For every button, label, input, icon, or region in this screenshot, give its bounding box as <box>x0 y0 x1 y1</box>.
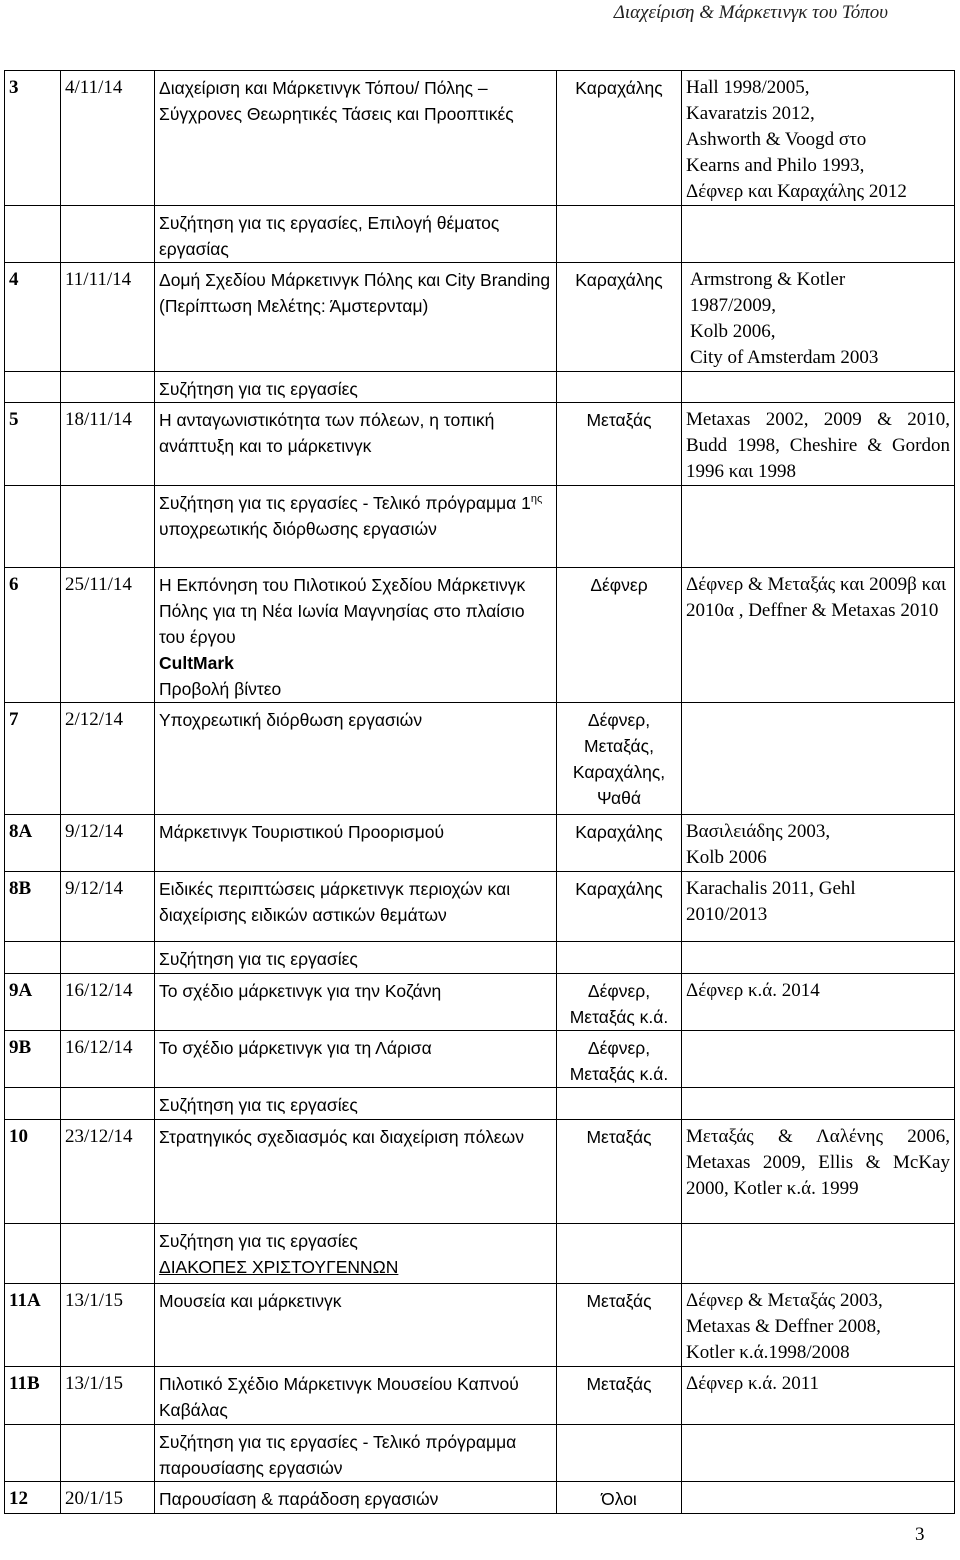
topic-line: Δομή Σχεδίου Μάρκετινγκ Πόλης και City Branding <box>159 270 551 290</box>
instructor: Μεταξάς <box>557 403 682 486</box>
session-date: 4/11/14 <box>61 71 155 206</box>
discussion-row <box>5 1224 955 1284</box>
session-topic: Μάρκετινγκ Τουριστικού Προορισμού <box>155 815 557 872</box>
session-topic: Το σχέδιο μάρκετινγκ για τη Λάρισα <box>155 1031 557 1088</box>
week-number: 12 <box>5 1482 61 1514</box>
table-row <box>5 263 955 372</box>
session-topic: Μουσεία και μάρκετινγκ <box>155 1284 557 1367</box>
instructor: Καραχάλης <box>557 872 682 942</box>
week-number: 5 <box>5 403 61 486</box>
session-date: 11/11/14 <box>61 263 155 372</box>
session-topic <box>155 263 557 372</box>
instructor: Όλοι <box>557 1482 682 1514</box>
references: Metaxas 2002, 2009 & 2010, Budd 1998, Cheshire & Gordon 1996 και 1998 <box>682 403 955 486</box>
holiday-notice: ΔΙΑΚΟΠΕΣ ΧΡΙΣΤΟΥΓΕΝΝΩΝ <box>159 1257 399 1277</box>
reference-line: 1987/2009, <box>690 295 777 316</box>
references: Karachalis 2011, Gehl 2010/2013 <box>682 872 955 942</box>
instructor: Δέφνερ <box>557 568 682 703</box>
discussion-topic: Συζήτηση για τις εργασίες, Επιλογή θέματος εργασίας <box>155 206 557 263</box>
discussion-topic: Συζήτηση για τις εργασίες <box>155 942 557 974</box>
table-row <box>5 974 955 1031</box>
week-number: 10 <box>5 1120 61 1224</box>
video-screening: Προβολή βίντεο <box>159 679 282 699</box>
session-topic: Παρουσίαση & παράδοση εργασιών <box>155 1482 557 1514</box>
discussion-row <box>5 372 955 403</box>
reference-line: Δέφνερ και Καραχάλης 2012 <box>686 181 907 202</box>
references: Μεταξάς & Λαλένης 2006, Metaxas 2009, Ellis & McKay 2000, Kotler κ.ά. 1999 <box>682 1120 955 1224</box>
topic-line: (Περίπτωση Μελέτης: Άμστερνταμ) <box>159 296 429 316</box>
discussion-topic: Συζήτηση για τις εργασίες - Τελικό πρόγραμμα παρουσίασης εργασιών <box>155 1425 557 1482</box>
reference-line: City of Amsterdam 2003 <box>690 347 879 368</box>
references: Δέφνερ κ.ά. 2011 <box>682 1367 955 1425</box>
session-topic: Το σχέδιο μάρκετινγκ για την Κοζάνη <box>155 974 557 1031</box>
references <box>682 71 955 206</box>
table-row <box>5 1284 955 1367</box>
page-number: 3 <box>915 1524 925 1545</box>
instructor: Μεταξάς <box>557 1284 682 1367</box>
session-topic: Διαχείριση και Μάρκετινγκ Τόπου/ Πόλης – Σύγχρονες Θεωρητικές Τάσεις και Προοπτικές <box>155 71 557 206</box>
discussion-topic: Συζήτηση για τις εργασίες ΔΙΑΚΟΠΕΣ ΧΡΙΣΤΟΥΓΕΝΝΩΝ <box>155 1224 557 1284</box>
discussion-row <box>5 1425 955 1482</box>
week-number: 9Α <box>5 974 61 1031</box>
session-date: 18/11/14 <box>61 403 155 486</box>
session-topic: Η ανταγωνιστικότητα των πόλεων, η τοπική ανάπτυξη και το μάρκετινγκ <box>155 403 557 486</box>
session-date: 20/1/15 <box>61 1482 155 1514</box>
week-number: 11Α <box>5 1284 61 1367</box>
week-number: 4 <box>5 263 61 372</box>
instructor: Μεταξάς <box>557 1367 682 1425</box>
discussion-topic: Συζήτηση για τις εργασίες <box>155 1088 557 1120</box>
session-topic: Η Εκπόνηση του Πιλοτικού Σχεδίου Μάρκετινγκ Πόλης για τη Νέα Ιωνία Μαγνησίας στο πλαίσιο του έργου CultMark Προβολή βίντεο <box>155 568 557 703</box>
reference-line: Hall 1998/2005, <box>686 77 810 98</box>
instructor: Καραχάλης <box>557 263 682 372</box>
discussion-row <box>5 206 955 263</box>
instructor: Καραχάλης <box>557 815 682 872</box>
instructor: Μεταξάς <box>557 1120 682 1224</box>
table-row <box>5 703 955 815</box>
table-row <box>5 1482 955 1514</box>
reference-line: Ashworth & Voogd στο <box>686 129 867 150</box>
week-number: 7 <box>5 703 61 815</box>
table-row <box>5 568 955 703</box>
session-topic: Στρατηγικός σχεδιασμός και διαχείριση πόλεων <box>155 1120 557 1224</box>
table-row <box>5 872 955 942</box>
session-date: 16/12/14 <box>61 1031 155 1088</box>
week-number: 9Β <box>5 1031 61 1088</box>
reference-line: Armstrong & Kotler <box>690 269 846 290</box>
discussion-row <box>5 1088 955 1120</box>
session-date: 9/12/14 <box>61 872 155 942</box>
session-date: 13/1/15 <box>61 1367 155 1425</box>
instructor: Καραχάλης <box>557 71 682 206</box>
reference-line: Kolb 2006, <box>690 321 776 342</box>
instructor: Δέφνερ, Μεταξάς κ.ά. <box>557 1031 682 1088</box>
project-name: CultMark <box>159 653 234 673</box>
references <box>682 263 955 372</box>
week-number: 11Β <box>5 1367 61 1425</box>
session-topic: Πιλοτικό Σχέδιο Μάρκετινγκ Μουσείου Καπνού Καβάλας <box>155 1367 557 1425</box>
references: Βασιλειάδης 2003, Kolb 2006 <box>682 815 955 872</box>
discussion-topic: Συζήτηση για τις εργασίες <box>155 372 557 403</box>
week-number: 8Β <box>5 872 61 942</box>
session-date: 13/1/15 <box>61 1284 155 1367</box>
instructor: Δέφνερ, Μεταξάς, Καραχάλης, Ψαθά <box>557 703 682 815</box>
running-header: Διαχείριση & Μάρκετινγκ του Τόπου <box>613 2 888 23</box>
references: Δέφνερ & Μεταξάς 2003, Metaxas & Deffner 2008, Kotler κ.ά.1998/2008 <box>682 1284 955 1367</box>
reference-line: Kavaratzis 2012, <box>686 103 815 124</box>
session-date: 2/12/14 <box>61 703 155 815</box>
session-date: 23/12/14 <box>61 1120 155 1224</box>
discussion-row <box>5 486 955 568</box>
course-schedule-table <box>4 70 955 1514</box>
table-row <box>5 403 955 486</box>
table-row <box>5 71 955 206</box>
session-date: 9/12/14 <box>61 815 155 872</box>
session-topic: Υποχρεωτική διόρθωση εργασιών <box>155 703 557 815</box>
references: Δέφνερ & Μεταξάς και 2009β και 2010α , Deffner & Metaxas 2010 <box>682 568 955 703</box>
week-number: 6 <box>5 568 61 703</box>
week-number: 8Α <box>5 815 61 872</box>
table-row <box>5 1031 955 1088</box>
reference-line: Kearns and Philo 1993, <box>686 155 865 176</box>
instructor: Δέφνερ, Μεταξάς κ.ά. <box>557 974 682 1031</box>
week-number: 3 <box>5 71 61 206</box>
session-topic: Ειδικές περιπτώσεις μάρκετινγκ περιοχών και διαχείρισης ειδικών αστικών θεμάτων <box>155 872 557 942</box>
session-date: 16/12/14 <box>61 974 155 1031</box>
session-date: 25/11/14 <box>61 568 155 703</box>
table-row <box>5 815 955 872</box>
table-row <box>5 1120 955 1224</box>
discussion-row <box>5 942 955 974</box>
table-row <box>5 1367 955 1425</box>
discussion-topic: Συζήτηση για τις εργασίες - Τελικό πρόγραμμα $1^{\eta\varsigma}$ υποχρεωτικής διόρθωσης εργασιών <box>155 486 557 568</box>
references: Δέφνερ κ.ά. 2014 <box>682 974 955 1031</box>
